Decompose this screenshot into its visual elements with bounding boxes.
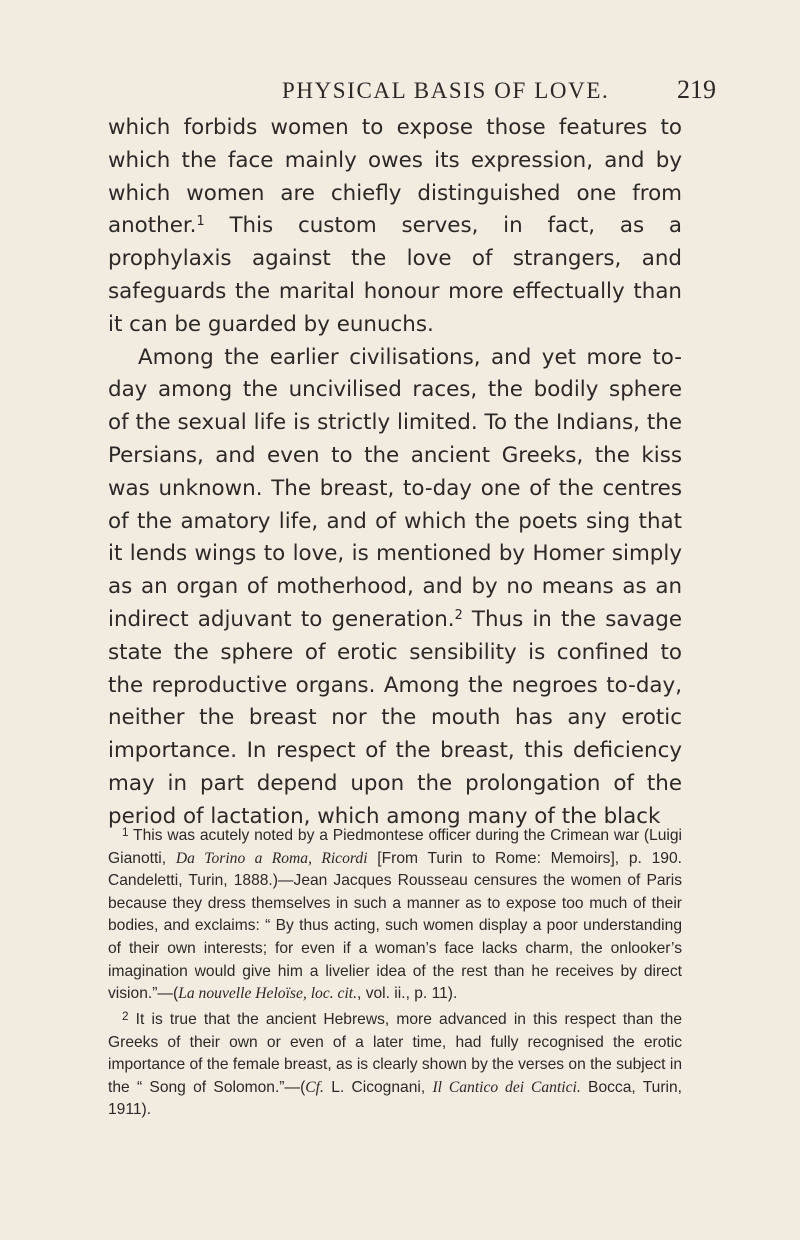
page-number: 219 xyxy=(677,75,716,104)
paragraph-1 xyxy=(108,112,682,342)
paragraph-1-text-b: This custom serves, in fact, as a prophylaxis against the love of strangers, and safeguards the marital honour more effectually than it can be guarded by eunuchs. xyxy=(108,213,682,337)
footnote-1-text-b: [From Turin to Rome: Memoirs], p. 190. Candeletti, Turin, 1888.)—Jean Jacques Rousseau censures the women of Paris because they dress themselves in such a manner as to expose too much of their bodies, and exclaims: “ By thus acting, such women display a poor understanding of their own interests; for even if a woman’s face lacks charm, the onlooker’s imagination would give him a livelier idea of the rest than he receives by direct vision.”—( xyxy=(108,849,682,1003)
running-head xyxy=(0,75,800,108)
footnotes xyxy=(108,822,682,1122)
footnote-1-number: 1 xyxy=(122,826,129,839)
footnote-ref-2: 2 xyxy=(454,607,463,623)
footnote-2-italic-a: Cf. xyxy=(305,1078,324,1096)
footnote-1-text-c: , vol. ii., p. 11). xyxy=(357,985,458,1003)
paragraph-1-text-a: which forbids women to expose those features to which the face mainly owes its expression, and by which women are chiefly distinguished one from another. xyxy=(108,115,682,239)
footnote-1-italic-a: Da Torino a Roma, Ricordi xyxy=(175,849,368,867)
running-title: PHYSICAL BASIS OF LOVE. xyxy=(282,78,610,103)
footnote-2-text-b: L. Cicognani, xyxy=(323,1078,433,1096)
paragraph-2-text-a: Among the earlier civilisations, and yet more to-day among the uncivilised races, the bodily sphere of the sexual life is strictly limited. To the Indians, the Persians, and even to the ancient Greeks, the kiss was unknown. The breast, to-day one of the centres of the amatory life, and of which the poets sing that it lends wings to love, is mentioned by Homer simply as an organ of motherhood, and by no means as an indirect adjuvant to generation. xyxy=(108,344,682,632)
footnote-1 xyxy=(108,822,682,1006)
paragraph-2 xyxy=(108,342,682,834)
footnote-2-text-a: It is true that the ancient Hebrews, more advanced in this respect than the Greeks of their own or even of a later time, had fully recognised the erotic importance of the female breast, as is clearly shown by the verses on the subject in the “ Song of Solomon.”—( xyxy=(108,1010,682,1096)
main-text xyxy=(108,112,682,834)
footnote-1-italic-b: La nouvelle Heloïse, loc. cit. xyxy=(178,985,358,1003)
footnote-2 xyxy=(108,1006,682,1122)
footnote-1-text-a: This was acutely noted by a Piedmontese officer during the Crimean war (Luigi Gianotti, xyxy=(108,827,682,867)
footnote-2-italic-b: Il Cantico dei Cantici. xyxy=(432,1078,581,1096)
footnote-ref-1: 1 xyxy=(196,214,205,230)
footnote-2-text-c: Bocca, Turin, 1911). xyxy=(108,1078,682,1119)
footnote-2-number: 2 xyxy=(122,1009,129,1023)
paragraph-2-text-b: Thus in the savage state the sphere of erotic sensibility is confined to the reproductive organs. Among the negroes to-day, neither the breast nor the mouth has any erotic importance. In respect of the breast, this deficiency may in part depend upon the prolongation of the period of lactation, which among many of the black xyxy=(108,606,682,829)
